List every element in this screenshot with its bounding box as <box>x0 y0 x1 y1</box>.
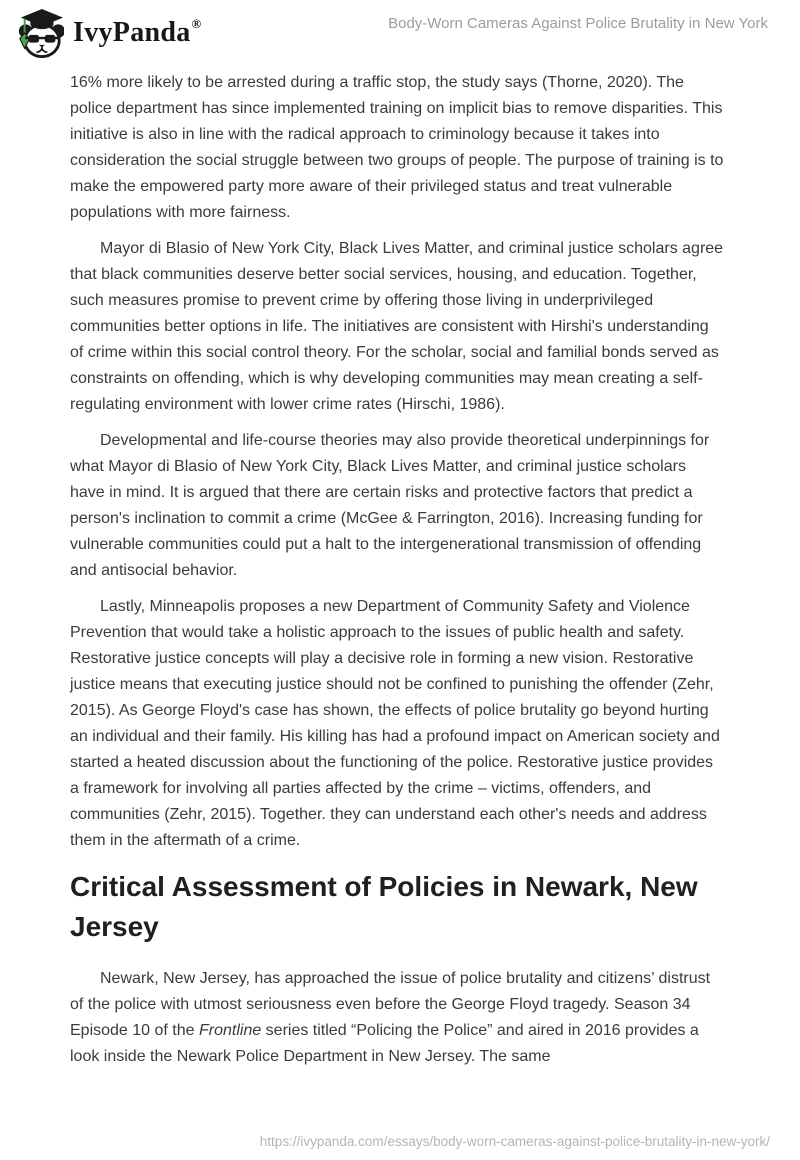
paragraph: Lastly, Minneapolis proposes a new Department of Community Safety and Violence Prevention that would take a holistic approach to the issues of public health and safety. Restorative justice concepts will play a decisive role in forming a new vision. Restorative justice means that executing justice should not be confined to punishing the offender (Zehr, 2015). As George Floyd's case has shown, the effects of police brutality go beyond hurting an individual and their family. His killing has had a profound impact on American society and started a heated discussion about the functioning of the police. Restorative justice provides a framework for involving all parties affected by the crime – victims, offenders, and communities (Zehr, 2015). Together. they can understand each other's needs and address them in the aftermath of a crime. <box>70 598 720 849</box>
section-heading: Critical Assessment of Policies in Newark, New Jersey <box>70 871 698 942</box>
paragraph: Mayor di Blasio of New York City, Black Lives Matter, and criminal justice scholars agree that black communities deserve better social services, housing, and education. Together, such measures promise to prevent crime by offering those living in underprivileged communities better options in life. The initiatives are consistent with Hirshi's understanding of crime within this social control theory. For the scholar, social and familial bonds served as constraints on offending, which is why developing communities may mean creating a self-regulating environment with lower crime rates (Hirschi, 1986). <box>70 240 724 413</box>
paragraph: 16% more likely to be arrested during a traffic stop, the study says (Thorne, 2020). The police department has since implemented training on implicit bias to remove disparities. This initiative is also in line with the radical approach to criminology because it takes into consideration the social struggle between two groups of people. The purpose of training is to make the empowered party more aware of their privileged status and treat vulnerable populations with more fairness. <box>70 74 724 221</box>
document-title: Body-Worn Cameras Against Police Brutality in New York <box>388 15 768 32</box>
page-header <box>0 0 800 64</box>
paragraph-segment: series titled “Policing the Police” and aired in 2016 provides a look inside the Newark Police Department in New Jersey. The same <box>70 1022 699 1065</box>
source-url: https://ivypanda.com/essays/body-worn-cameras-against-police-brutality-in-new-york/ <box>259 1134 770 1149</box>
page-footer <box>260 1134 770 1149</box>
essay-body <box>70 70 724 1080</box>
paragraph <box>70 966 724 1070</box>
paragraph: Developmental and life-course theories may also provide theoretical underpinnings for what Mayor di Blasio of New York City, Black Lives Matter, and criminal justice scholars have in mind. It is argued that there are certain risks and protective factors that predict a person's inclination to commit a crime (McGee & Farrington, 2016). Increasing funding for vulnerable communities could put a halt to the intergenerational transmission of offending and antisocial behavior. <box>70 432 710 579</box>
brand-name: IvyPanda <box>73 17 191 48</box>
registered-trademark-mark: ® <box>191 16 202 31</box>
paragraph-segment: Newark, New Jersey, has approached the issue of police brutality and citizens’ distrust of the police with utmost seriousness even before the George Floyd tragedy. Season 34 Episode 10 of the <box>70 970 711 1039</box>
brand <box>16 7 201 59</box>
panda-logo-icon <box>16 7 64 59</box>
paragraph-segment-italic: Frontline <box>198 1022 262 1039</box>
